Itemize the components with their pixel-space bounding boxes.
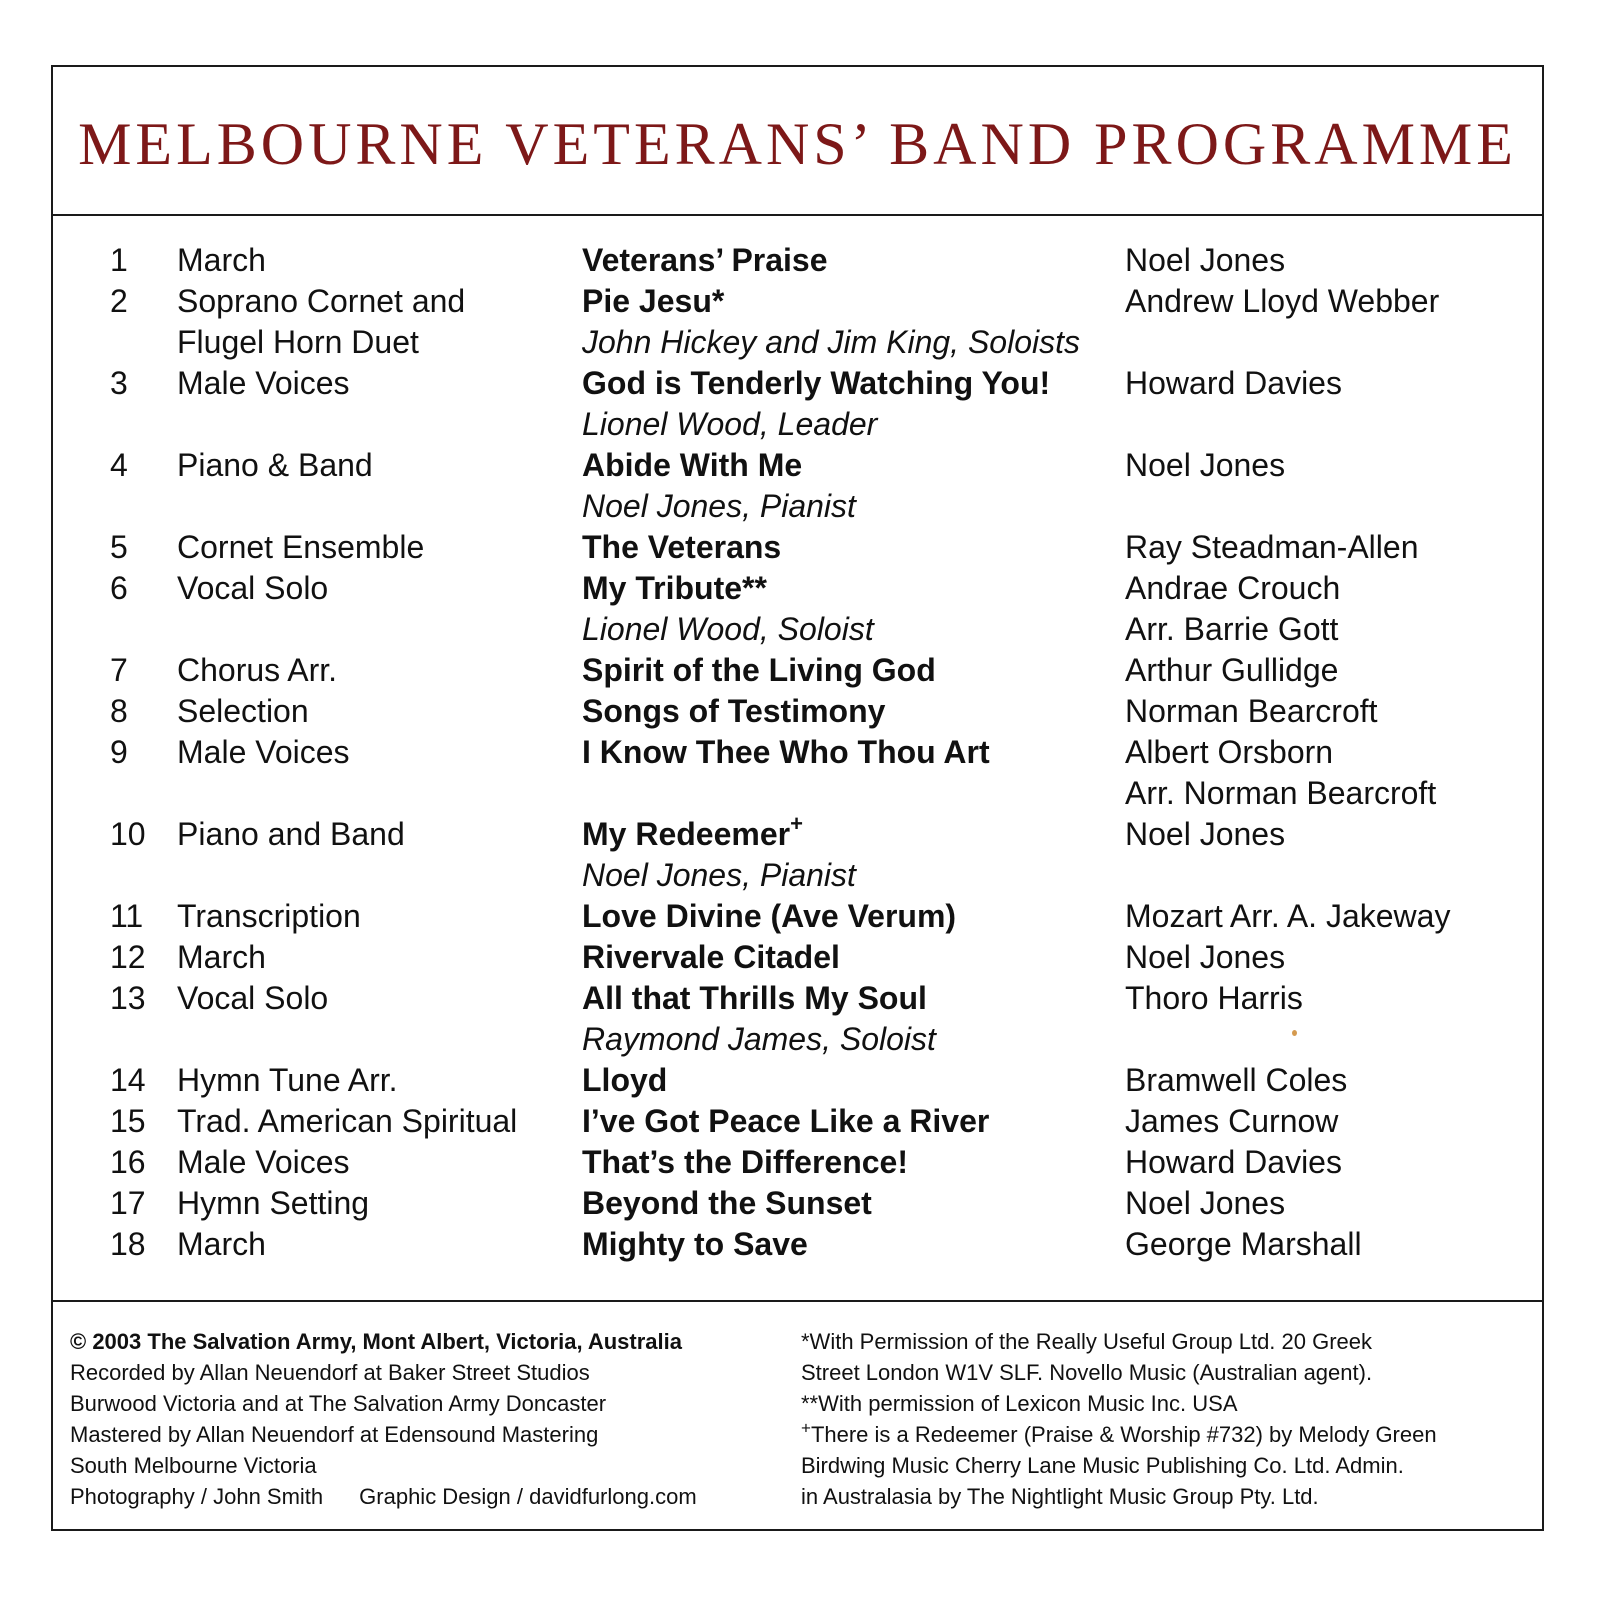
permission-line: Birdwing Music Cherry Lane Music Publishing Co. Ltd. Admin.	[801, 1453, 1404, 1478]
track-number: 10	[110, 816, 146, 852]
track-row	[53, 732, 1542, 811]
track-type: Hymn Tune Arr.	[177, 1062, 398, 1098]
track-continuation	[53, 609, 1542, 650]
track-composer: Noel Jones	[1125, 447, 1286, 483]
footer-permissions	[801, 1326, 1521, 1512]
track-type: Vocal Solo	[177, 570, 329, 606]
track-title: Spirit of the Living God	[582, 652, 936, 688]
permission-line: in Australasia by The Nightlight Music Group Pty. Ltd.	[801, 1484, 1319, 1509]
permission-line	[801, 1419, 1521, 1450]
track-title: All that Thrills My Soul	[582, 980, 927, 1016]
track-continuation	[53, 322, 1542, 363]
track-number: 6	[110, 570, 128, 606]
title-mark: +	[790, 811, 803, 837]
track-title: My Tribute**	[582, 570, 767, 606]
credit-line: Burwood Victoria and at The Salvation Army Doncaster	[70, 1391, 607, 1416]
track-type-line2: Flugel Horn Duet	[177, 324, 419, 360]
track-row	[53, 527, 1542, 568]
track-continuation	[53, 404, 1542, 445]
track-soloist: Lionel Wood, Leader	[582, 406, 878, 442]
track-number: 3	[110, 365, 128, 401]
track-arranger: Arr. Barrie Gott	[1125, 611, 1339, 647]
track-soloist: Lionel Wood, Soloist	[582, 611, 874, 647]
track-type: Hymn Setting	[177, 1185, 370, 1221]
track-number: 17	[110, 1185, 146, 1221]
track-composer: Noel Jones	[1125, 816, 1286, 852]
track-number: 12	[110, 939, 146, 975]
track-title: Beyond the Sunset	[582, 1185, 872, 1221]
track-row	[53, 363, 1542, 442]
track-number: 4	[110, 447, 128, 483]
track-row	[53, 1183, 1542, 1224]
track-composer: Thoro Harris	[1125, 980, 1303, 1016]
track-title: The Veterans	[582, 529, 782, 565]
track-type: Male Voices	[177, 1144, 350, 1180]
track-continuation	[53, 486, 1542, 527]
track-number: 14	[110, 1062, 146, 1098]
track-title: Mighty to Save	[582, 1226, 808, 1262]
footer-credits	[70, 1326, 790, 1512]
permission-text: There is a Redeemer (Praise & Worship #732) by Melody Green	[810, 1422, 1437, 1447]
track-row	[53, 1060, 1542, 1101]
track-row	[53, 240, 1542, 281]
header	[53, 67, 1542, 216]
track-composer: Howard Davies	[1125, 365, 1342, 401]
track-continuation	[53, 1019, 1542, 1060]
track-arranger: Arr. Norman Bearcroft	[1125, 775, 1437, 811]
track-type: Piano & Band	[177, 447, 373, 483]
track-type: March	[177, 939, 266, 975]
track-title: Lloyd	[582, 1062, 668, 1098]
track-soloist: John Hickey and Jim King, Soloists	[582, 324, 1080, 360]
track-list	[53, 240, 1542, 1340]
track-composer: Noel Jones	[1125, 242, 1286, 278]
track-composer: Andrew Lloyd Webber	[1125, 283, 1440, 319]
permission-line: **With permission of Lexicon Music Inc. USA	[801, 1391, 1238, 1416]
track-row	[53, 1224, 1542, 1265]
track-number: 7	[110, 652, 128, 688]
track-composer: Noel Jones	[1125, 1185, 1286, 1221]
track-title: God is Tenderly Watching You!	[582, 365, 1051, 401]
track-composer: Bramwell Coles	[1125, 1062, 1348, 1098]
track-row	[53, 811, 1542, 893]
track-composer: Ray Steadman-Allen	[1125, 529, 1419, 565]
track-number: 8	[110, 693, 128, 729]
track-composer: Arthur Gullidge	[1125, 652, 1339, 688]
track-row	[53, 691, 1542, 732]
track-number: 5	[110, 529, 128, 565]
track-type: Piano and Band	[177, 816, 405, 852]
track-title: That’s the Difference!	[582, 1144, 908, 1180]
track-row	[53, 568, 1542, 647]
track-row	[53, 978, 1542, 1057]
track-type: Cornet Ensemble	[177, 529, 425, 565]
track-number: 11	[110, 898, 144, 934]
track-type: Chorus Arr.	[177, 652, 338, 688]
track-composer: Noel Jones	[1125, 939, 1286, 975]
track-composer: Howard Davies	[1125, 1144, 1342, 1180]
track-row	[53, 281, 1542, 360]
track-title-text: My Redeemer	[582, 816, 791, 852]
track-composer: Andrae Crouch	[1125, 570, 1341, 606]
print-speck	[1292, 1030, 1297, 1036]
track-row	[53, 445, 1542, 524]
permission-line: *With Permission of the Really Useful Group Ltd. 20 Greek	[801, 1329, 1373, 1354]
copyright: © 2003 The Salvation Army, Mont Albert, Victoria, Australia	[70, 1329, 683, 1354]
track-number: 18	[110, 1226, 146, 1262]
track-title: Love Divine (Ave Verum)	[582, 898, 957, 934]
photography-credit: Photography / John Smith	[70, 1484, 324, 1509]
track-title: Rivervale Citadel	[582, 939, 840, 975]
plus-mark: +	[801, 1418, 811, 1438]
track-row	[53, 937, 1542, 978]
footer	[53, 1300, 1542, 1529]
track-soloist: Noel Jones, Pianist	[582, 857, 856, 893]
track-type: Soprano Cornet and	[177, 283, 466, 319]
credit-line: Recorded by Allan Neuendorf at Baker Street Studios	[70, 1360, 590, 1385]
track-title: Veterans’ Praise	[582, 242, 828, 278]
track-title: Pie Jesu*	[582, 283, 725, 319]
track-type: Vocal Solo	[177, 980, 329, 1016]
track-number: 13	[110, 980, 146, 1016]
track-row	[53, 1101, 1542, 1142]
track-composer: George Marshall	[1125, 1226, 1362, 1262]
track-composer: Mozart Arr. A. Jakeway	[1125, 898, 1451, 934]
credit-line: Mastered by Allan Neuendorf at Edensound Mastering	[70, 1422, 599, 1447]
track-title: Songs of Testimony	[582, 693, 886, 729]
track-type: Trad. American Spiritual	[177, 1103, 518, 1139]
track-type: Transcription	[177, 898, 361, 934]
track-title: I’ve Got Peace Like a River	[582, 1103, 990, 1139]
track-type: March	[177, 242, 266, 278]
page-title: MELBOURNE VETERANS’ BAND PROGRAMME	[78, 111, 1517, 177]
track-continuation	[53, 773, 1542, 814]
track-number: 9	[110, 734, 128, 770]
track-composer: Albert Orsborn	[1125, 734, 1334, 770]
track-number: 16	[110, 1144, 146, 1180]
track-continuation	[53, 855, 1542, 896]
track-title: I Know Thee Who Thou Art	[582, 734, 990, 770]
track-type: Selection	[177, 693, 309, 729]
track-number: 2	[110, 283, 128, 319]
track-type: Male Voices	[177, 734, 350, 770]
track-row	[53, 1142, 1542, 1183]
credit-line: South Melbourne Victoria	[70, 1453, 317, 1478]
permission-line: Street London W1V SLF. Novello Music (Australian agent).	[801, 1360, 1373, 1385]
photo-design-line	[70, 1481, 790, 1512]
track-title: Abide With Me	[582, 447, 803, 483]
track-composer: Norman Bearcroft	[1125, 693, 1378, 729]
track-number: 1	[110, 242, 128, 278]
programme-frame	[51, 65, 1544, 1531]
track-row	[53, 650, 1542, 691]
track-soloist: Noel Jones, Pianist	[582, 488, 856, 524]
track-row	[53, 896, 1542, 937]
track-title	[582, 811, 803, 855]
track-type: Male Voices	[177, 365, 350, 401]
track-number: 15	[110, 1103, 146, 1139]
track-soloist: Raymond James, Soloist	[582, 1021, 936, 1057]
track-type: March	[177, 1226, 266, 1262]
track-composer: James Curnow	[1125, 1103, 1339, 1139]
design-credit: Graphic Design / davidfurlong.com	[359, 1484, 697, 1509]
